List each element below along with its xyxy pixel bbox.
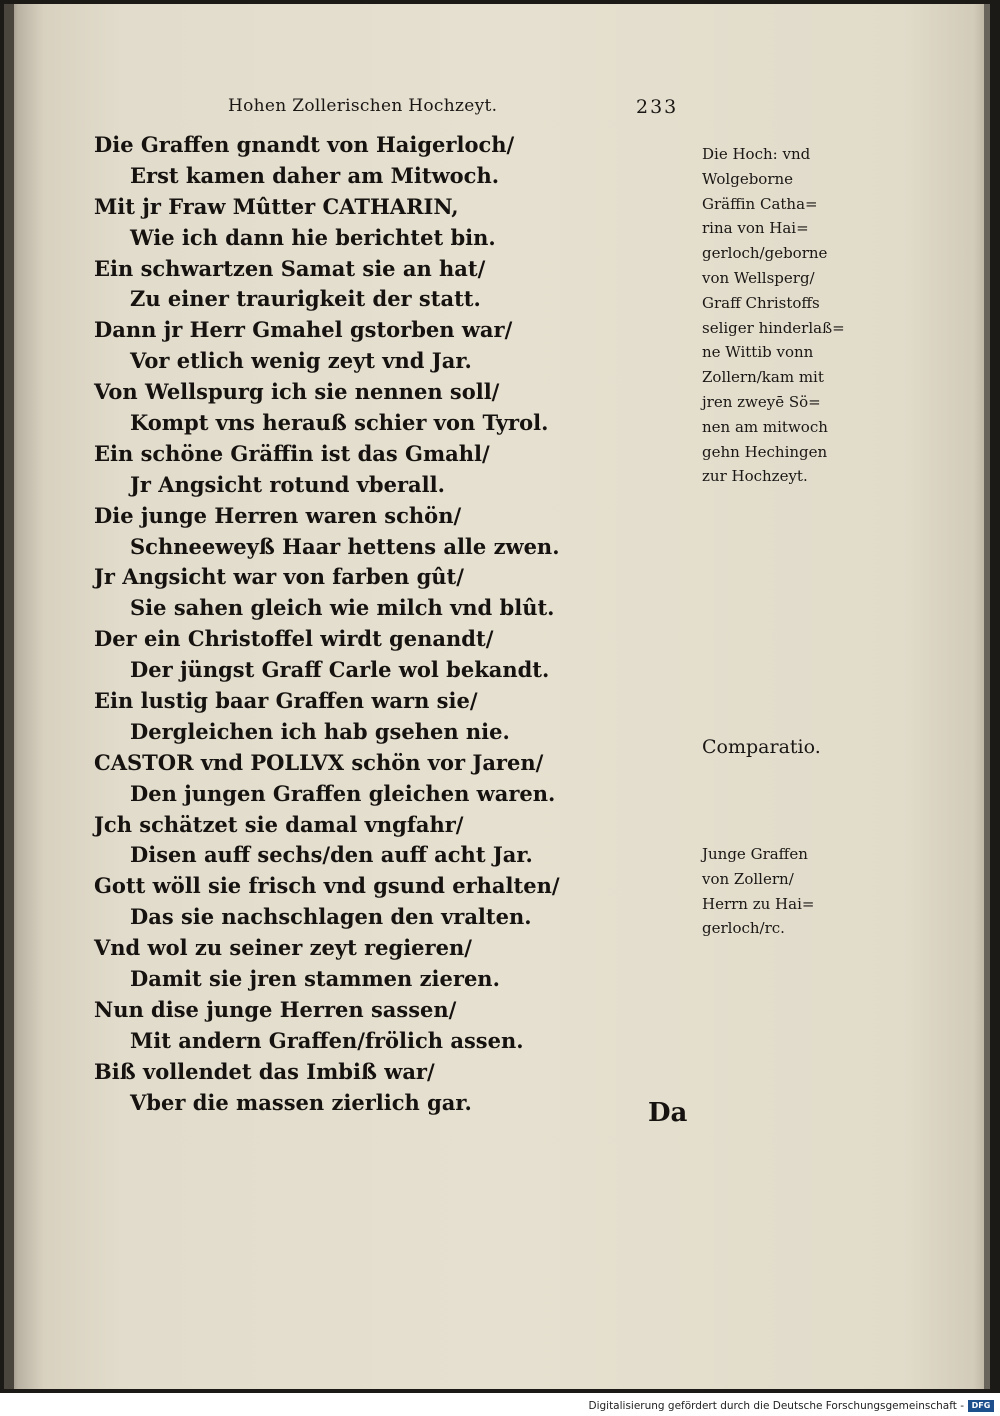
margin-note-line: ne Wittib vonn bbox=[702, 343, 814, 362]
verse-line: Ein lustig baar Graffen warn sie/ bbox=[94, 688, 478, 714]
verse-line: Damit sie jren stammen zieren. bbox=[130, 966, 500, 992]
verse-line: Erst kamen daher am Mitwoch. bbox=[130, 162, 500, 188]
margin-note-line: von Zollern/ bbox=[702, 869, 794, 888]
verse-line: Der jüngst Graff Carle wol bekandt. bbox=[130, 657, 550, 683]
verse-line: Mit andern Graffen/frölich assen. bbox=[130, 1027, 524, 1053]
footer-bar bbox=[0, 1398, 1000, 1416]
verse-line: Der ein Christoffel wirdt genandt/ bbox=[94, 626, 494, 652]
verse-line: Jr Angsicht rotund vberall. bbox=[130, 471, 445, 497]
verse-line: Dann jr Herr Gmahel gstorben war/ bbox=[94, 317, 513, 343]
margin-note-line: Graff Christoffs bbox=[702, 293, 820, 312]
margin-note-line: nen am mitwoch bbox=[702, 417, 828, 436]
margin-note-line: seliger hinderlaß= bbox=[702, 318, 845, 337]
margin-note-line: Zollern/kam mit bbox=[702, 368, 824, 387]
page-number: 233 bbox=[636, 96, 679, 118]
verse-line: Disen auff sechs/den auff acht Jar. bbox=[130, 842, 533, 868]
margin-note-line: gehn Hechingen bbox=[702, 442, 828, 461]
margin-note-line: gerloch/rc. bbox=[702, 919, 785, 938]
verse-line: Den jungen Graffen gleichen waren. bbox=[130, 780, 556, 806]
verse-line: Vnd wol zu seiner zeyt regieren/ bbox=[94, 935, 472, 961]
verse-line: Das sie nachschlagen den vralten. bbox=[130, 904, 532, 930]
margin-note-line: zur Hochzeyt. bbox=[702, 467, 808, 486]
margin-note-line: von Wellsperg/ bbox=[702, 268, 815, 287]
verse-column bbox=[94, 130, 614, 1119]
margin-note-comparatio: Comparatio. bbox=[702, 736, 821, 758]
book-spine-shadow bbox=[4, 4, 14, 1389]
catchword: Da bbox=[648, 1098, 688, 1128]
margin-note-line: gerloch/geborne bbox=[702, 244, 828, 263]
verse-line: Wie ich dann hie berichtet bin. bbox=[130, 224, 496, 250]
verse-line: Kompt vns herauß schier von Tyrol. bbox=[130, 410, 549, 436]
margin-note-junge-graffen bbox=[702, 842, 877, 941]
verse-line: Zu einer traurigkeit der statt. bbox=[130, 286, 481, 312]
margin-note-line: rina von Hai= bbox=[702, 219, 809, 238]
funding-credit: Digitalisierung gefördert durch die Deutsche Forschungsgemeinschaft - bbox=[588, 1400, 964, 1412]
margin-note-line: Wolgeborne bbox=[702, 169, 794, 188]
verse-line: Dergleichen ich hab gsehen nie. bbox=[130, 718, 510, 744]
verse-line: Ein schöne Gräffin ist das Gmahl/ bbox=[94, 440, 490, 466]
verse-line: Ein schwartzen Samat sie an hat/ bbox=[94, 255, 486, 281]
running-head: Hohen Zollerischen Hochzeyt. bbox=[228, 96, 498, 116]
margin-note-line: Junge Graffen bbox=[702, 845, 808, 863]
margin-note-line: jren zweyē Sö= bbox=[702, 392, 821, 411]
margin-note-line: Die Hoch: vnd bbox=[702, 145, 811, 163]
verse-line: Sie sahen gleich wie milch vnd blût. bbox=[130, 595, 555, 621]
verse-line: Jch schätzet sie damal vngfahr/ bbox=[94, 811, 464, 837]
verse-line: Vber die massen zierlich gar. bbox=[130, 1089, 472, 1115]
margin-note-line: Gräffin Catha= bbox=[702, 194, 818, 213]
verse-line: Biß vollendet das Imbiß war/ bbox=[94, 1058, 435, 1084]
margin-note-catharina bbox=[702, 142, 877, 489]
verse-line: CASTOR vnd POLLVX schön vor Jaren/ bbox=[94, 749, 544, 775]
dfg-logo-icon: DFG bbox=[968, 1400, 994, 1412]
verse-line: Die Graffen gnandt von Haigerloch/ bbox=[94, 132, 515, 157]
verse-line: Nun dise junge Herren sassen/ bbox=[94, 996, 457, 1022]
verse-line: Gott wöll sie frisch vnd gsund erhalten/ bbox=[94, 873, 560, 899]
verse-line: Von Wellspurg ich sie nennen soll/ bbox=[94, 379, 500, 405]
verse-line: Mit jr Fraw Mûtter CATHARIN, bbox=[94, 193, 459, 219]
verse-line: Schneeweyß Haar hettens alle zwen. bbox=[130, 533, 560, 559]
verse-line: Die junge Herren waren schön/ bbox=[94, 502, 462, 528]
verse-line: Jr Angsicht war von farben gût/ bbox=[94, 564, 464, 590]
margin-note-line: Herrn zu Hai= bbox=[702, 894, 815, 913]
verse-line: Vor etlich wenig zeyt vnd Jar. bbox=[130, 348, 472, 374]
